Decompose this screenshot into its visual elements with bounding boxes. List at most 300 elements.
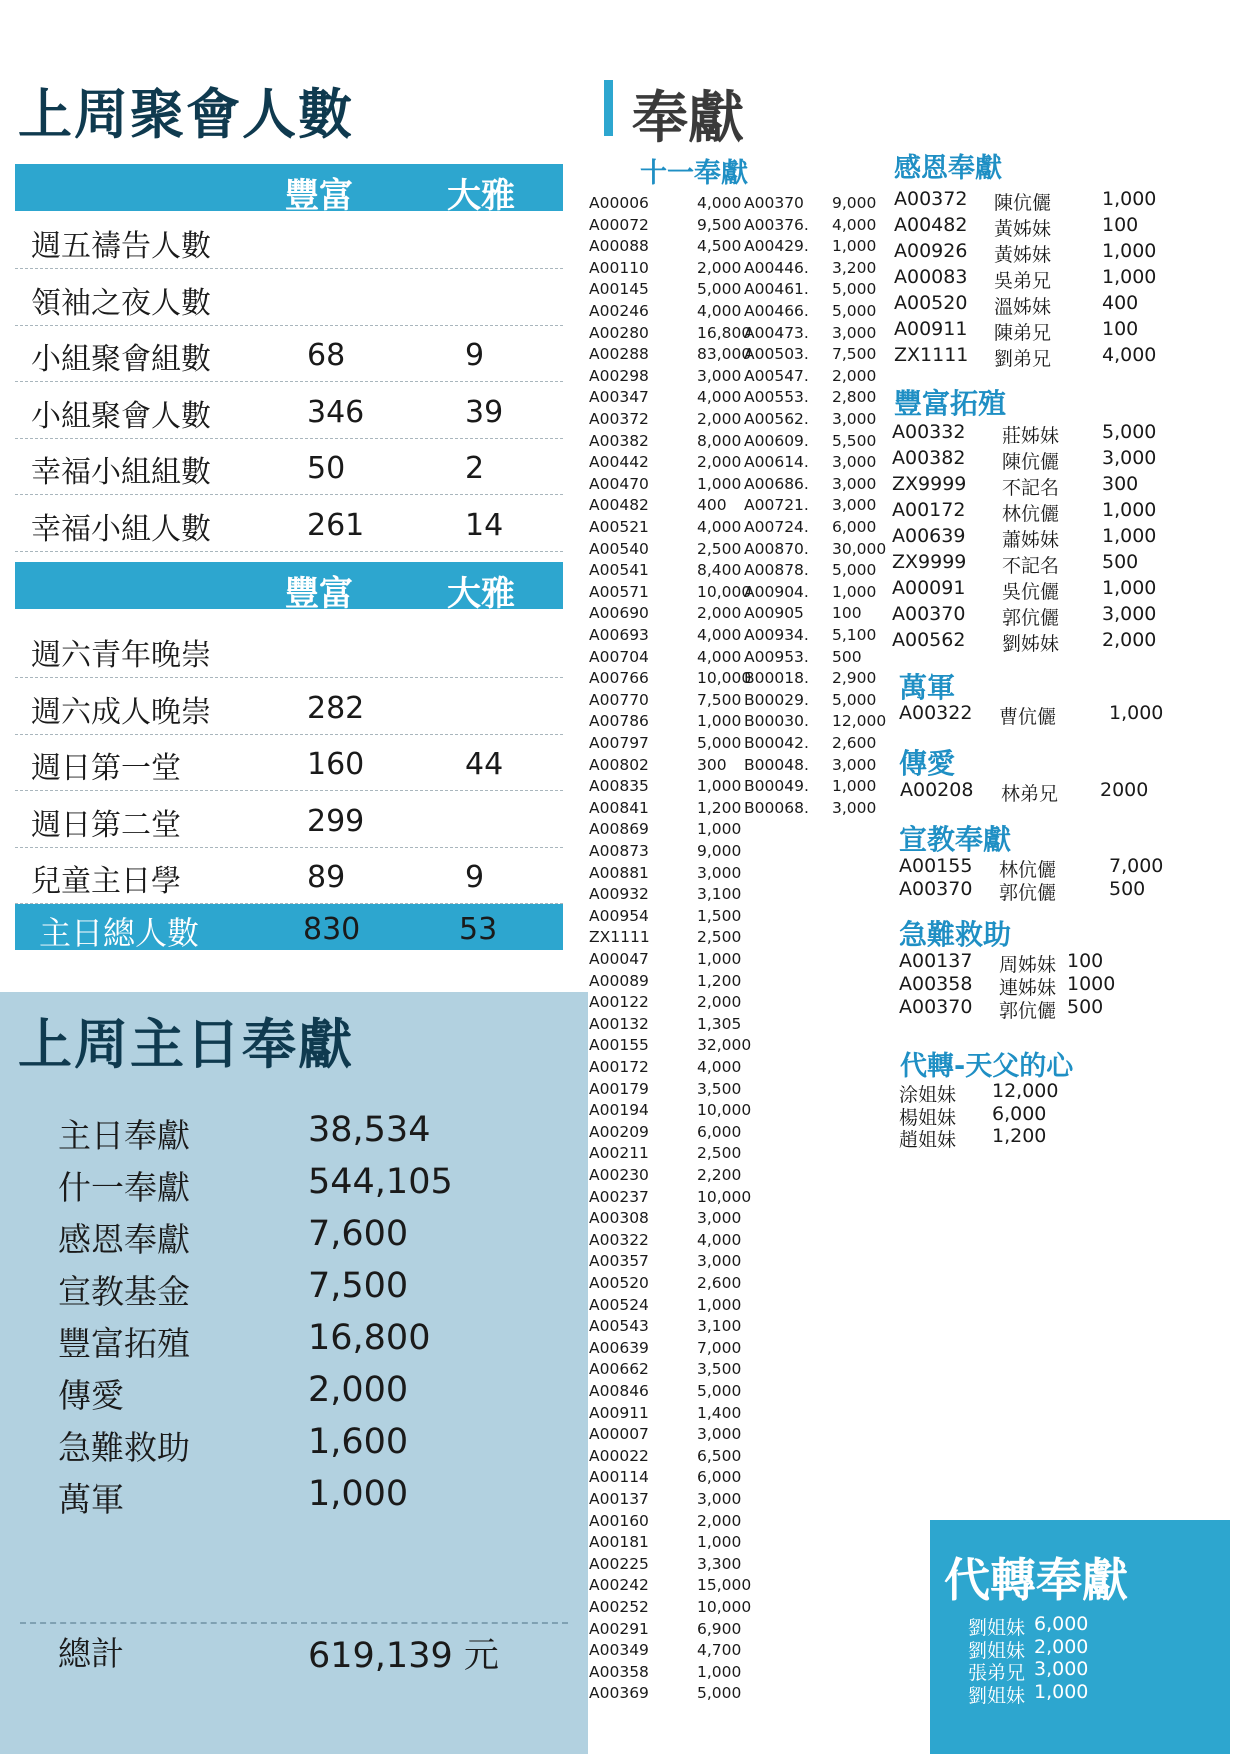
attendance-row: [15, 270, 563, 326]
tithe-id: A00639: [589, 1338, 649, 1357]
tithe-entry: [744, 194, 884, 214]
love-title: 傳愛: [899, 747, 956, 780]
tithe-id: A00280: [589, 323, 649, 342]
tithe-amount: 5,100: [832, 626, 877, 644]
tithe-amount: 8,400: [697, 561, 742, 580]
tithe-amount: 3,000: [832, 496, 877, 515]
mission-field: A00370: [899, 878, 973, 900]
tithe-entry: [744, 756, 884, 776]
summary-value: 1,600: [308, 1422, 409, 1462]
tithe-entry: [589, 518, 742, 538]
tithe-id: A00442: [589, 453, 649, 472]
summary-value: 544,105: [308, 1162, 453, 1202]
tithe-amount: 1,000: [697, 950, 742, 968]
attendance-row: [15, 792, 563, 848]
summary-row: [58, 1214, 558, 1262]
mission-field: 7,000: [1109, 855, 1164, 877]
tithe-id: A00181: [589, 1533, 649, 1552]
tithe-id: A00524: [589, 1295, 649, 1314]
tithe-amount: 3,500: [697, 1079, 742, 1098]
expand-entry: [892, 629, 1192, 653]
tithe-id: A00145: [589, 280, 649, 299]
tithe-amount: 3,000: [697, 863, 742, 882]
tithe-id: A00209: [589, 1122, 649, 1141]
tithe-id: B00030.: [744, 712, 809, 731]
relief-field: 1000: [1067, 973, 1116, 995]
tithe-entry: [589, 690, 742, 711]
tithe-entry: [589, 1036, 752, 1056]
expand-field: 不記名: [1002, 555, 1060, 577]
relief-field: 連姊妹: [999, 977, 1057, 999]
tithe-id: A00802: [589, 755, 649, 774]
expand-field: 2,000: [1102, 629, 1157, 651]
tithe-amount: 10,000: [697, 582, 752, 601]
summary-row: [58, 1162, 558, 1210]
tithe-entry: [589, 1490, 742, 1510]
tithe-entry: [589, 1425, 742, 1445]
tithe-id: A00230: [589, 1166, 649, 1184]
relief-field: A00370: [899, 996, 973, 1018]
tithe-entry: [744, 345, 884, 365]
tithe-id: A00347: [589, 388, 649, 407]
summary-total-value: 619,139 元: [308, 1636, 499, 1676]
tithe-amount: 10,000: [697, 1598, 752, 1616]
tithe-id: B00068.: [744, 798, 809, 817]
tithe-id: A00291: [589, 1619, 649, 1638]
tithe-id: A00932: [589, 885, 649, 904]
tithe-amount: 3,500: [697, 1360, 742, 1379]
total-daya: 53: [459, 912, 498, 947]
thanks-field: 400: [1102, 292, 1139, 314]
summary-title: 上周主日奉獻: [18, 1013, 354, 1076]
transfer-entry: [968, 1680, 1218, 1707]
column-fengfu: 豐富: [285, 176, 353, 216]
tithe-entry: [589, 280, 742, 300]
transfer-name: 劉姐妹: [968, 1639, 1026, 1662]
tithe-id: A00553.: [744, 388, 809, 407]
total-label: 主日總人數: [39, 914, 200, 952]
summary-total-label: 總計: [58, 1634, 124, 1673]
expand-field: 林伉儷: [1002, 503, 1060, 525]
tithe-amount: 3,000: [832, 755, 877, 774]
expand-field: 吳伉儷: [1002, 581, 1060, 603]
transfer-entry: [968, 1635, 1218, 1662]
tithe-amount: 4,000: [697, 388, 742, 407]
tithe-amount: 4,000: [697, 1230, 742, 1249]
tithe-amount: 6,000: [832, 518, 877, 536]
tithe-entry: [589, 1403, 742, 1424]
heart-title: 代轉-天父的心: [900, 1051, 1074, 1082]
tithe-entry: [744, 626, 884, 646]
tithe-id: A00022: [589, 1446, 649, 1465]
tithe-id: A00246: [589, 302, 649, 320]
tithe-amount: 4,000: [832, 215, 877, 234]
tithe-amount: 1,305: [697, 1014, 742, 1033]
tithe-id: A00211: [589, 1144, 649, 1163]
tithe-id: A00571: [589, 582, 649, 601]
tithe-amount: 3,300: [697, 1554, 742, 1573]
tithe-entry: [589, 302, 742, 322]
army-title: 萬軍: [899, 671, 956, 704]
tithe-id: A00881: [589, 863, 649, 882]
tithe-id: A00089: [589, 971, 649, 990]
tithe-id: A00358: [589, 1662, 649, 1681]
attendance-daya: 44: [465, 747, 504, 782]
expand-entry: [892, 603, 1192, 627]
tithe-amount: 500: [832, 647, 862, 666]
column-daya: 大雅: [447, 176, 515, 216]
tithe-entry: [589, 496, 727, 516]
tithe-entry: [589, 626, 742, 646]
tithe-amount: 1,000: [832, 582, 877, 601]
attendance-label: 領袖之夜人數: [31, 285, 211, 321]
attendance-daya: 39: [465, 394, 504, 430]
thanks-field: A00520: [894, 292, 968, 314]
mission-entry: [899, 855, 1199, 879]
summary-label: 什一奉獻: [58, 1168, 190, 1207]
tithe-id: A00179: [589, 1079, 649, 1098]
mission-field: A00155: [899, 855, 973, 877]
summary-label: 豐富拓殖: [58, 1324, 190, 1363]
tithe-amount: 2,500: [697, 928, 742, 947]
tithe-amount: 8,000: [697, 431, 742, 450]
army-field: A00322: [899, 702, 973, 724]
tithe-entry: [744, 453, 884, 473]
tithe-id: A00934.: [744, 626, 809, 644]
tithe-id: A00072: [589, 215, 649, 234]
thanks-field: 溫姊妹: [994, 296, 1052, 318]
transfer-entry: [968, 1658, 1218, 1684]
mission-field: 500: [1109, 878, 1146, 900]
tithe-entry: [744, 367, 884, 387]
attendance-header-1: [15, 164, 563, 216]
expand-entry: [892, 447, 1192, 471]
heart-field: 12,000: [992, 1080, 1059, 1102]
thanks-field: 陳伉儷: [994, 192, 1052, 214]
expand-title: 豐富拓殖: [894, 387, 1007, 420]
tithe-id: A00541: [589, 561, 649, 580]
tithe-id: A00878.: [744, 561, 809, 580]
tithe-amount: 2,000: [697, 258, 742, 277]
tithe-entry: [744, 799, 884, 819]
tithe-id: A00308: [589, 1209, 649, 1228]
tithe-entry: [744, 734, 884, 754]
attendance-label: 週日第一堂: [31, 751, 181, 786]
tithe-amount: 7,000: [697, 1338, 742, 1357]
tithe-entry: [589, 950, 742, 970]
expand-field: 不記名: [1002, 477, 1060, 499]
tithe-amount: 300: [697, 755, 727, 774]
tithe-entry: [589, 1360, 742, 1380]
tithe-id: A00954: [589, 906, 649, 925]
thanks-field: 4,000: [1102, 344, 1157, 366]
tithe-amount: 3,000: [697, 1490, 742, 1508]
tithe-id: A00429.: [744, 237, 809, 256]
tithe-id: A00007: [589, 1425, 649, 1444]
tithe-entry: [744, 648, 884, 668]
column-fengfu: 豐富: [285, 574, 353, 614]
tithe-amount: 15,000: [697, 1576, 752, 1595]
tithe-entry: [589, 366, 742, 387]
attendance-fengfu: 346: [307, 394, 365, 430]
tithe-entry: [744, 324, 884, 344]
heart-field: 涂姐妹: [899, 1084, 957, 1106]
thanks-entry: [894, 292, 1194, 316]
tithe-entry: [589, 1511, 742, 1532]
tithe-id: A00252: [589, 1598, 649, 1616]
attendance-fengfu: 50: [307, 451, 346, 486]
relief-entry: [899, 950, 1199, 974]
tithe-amount: 1,000: [697, 777, 742, 796]
tithe-amount: 5,000: [697, 734, 742, 752]
summary-value: 7,600: [308, 1214, 409, 1254]
relief-field: 100: [1067, 950, 1104, 972]
tithe-entry: [744, 388, 884, 408]
transfer-title: 代轉奉獻: [944, 1553, 1128, 1607]
tithe-id: A00370: [744, 194, 804, 212]
tithe-entry: [744, 539, 887, 560]
attendance-label: 幸福小組人數: [31, 511, 211, 547]
attendance-label: 小組聚會組數: [31, 342, 211, 377]
heart-field: 趙姐妹: [899, 1129, 957, 1151]
tithe-entry: [744, 259, 884, 279]
tithe-amount: 3,000: [832, 453, 877, 472]
thanks-field: 吳弟兄: [994, 270, 1052, 292]
offering-title: 奉獻: [632, 86, 744, 151]
tithe-entry: [589, 1144, 742, 1164]
expand-field: 1,000: [1102, 499, 1157, 521]
tithe-entry: [744, 410, 884, 430]
tithe-amount: 9,500: [697, 215, 742, 234]
attendance-total-row: [15, 904, 563, 950]
tithe-id: A00721.: [744, 496, 809, 515]
tithe-amount: 5,000: [697, 1382, 742, 1400]
tithe-amount: 3,000: [832, 410, 877, 428]
tithe-id: A00540: [589, 539, 649, 558]
tithe-amount: 2,600: [697, 1274, 742, 1292]
tithe-amount: 3,100: [697, 1317, 742, 1336]
tithe-entry: [589, 993, 742, 1013]
tithe-id: A00225: [589, 1554, 649, 1573]
tithe-amount: 1,000: [697, 712, 742, 731]
tithe-entry: [589, 194, 742, 214]
heart-entry: [899, 1103, 1199, 1127]
summary-value: 2,000: [308, 1370, 409, 1410]
tithe-amount: 5,000: [697, 280, 742, 299]
attendance-row: [15, 735, 563, 791]
attendance-row: [15, 326, 563, 382]
tithe-entry: [744, 216, 884, 236]
relief-entry: [899, 973, 1199, 997]
tithe-amount: 2,000: [697, 993, 742, 1012]
expand-field: 蕭姊妹: [1002, 529, 1060, 551]
tithe-id: B00049.: [744, 777, 809, 796]
tithe-id: A00461.: [744, 280, 809, 299]
tithe-id: A00322: [589, 1230, 649, 1249]
army-entry: [899, 702, 1199, 726]
attendance-row: [15, 496, 563, 552]
attendance-daya: 14: [465, 507, 504, 543]
attendance-fengfu: 89: [307, 860, 346, 895]
tithe-id: A00904.: [744, 582, 809, 601]
tithe-id: A00911: [589, 1403, 649, 1422]
thanks-entry: [894, 240, 1194, 264]
summary-row: [58, 1370, 558, 1418]
tithe-amount: 3,000: [832, 798, 877, 817]
tithe-amount: 5,000: [832, 690, 877, 709]
tithe-entry: [589, 539, 742, 560]
tithe-entry: [589, 1317, 742, 1337]
attendance-row: [15, 213, 563, 269]
tithe-entry: [589, 258, 742, 279]
tithe-id: A00155: [589, 1036, 649, 1055]
tithe-id: A00953.: [744, 647, 809, 666]
attendance-fengfu: 261: [307, 507, 365, 543]
thanks-field: 陳弟兄: [994, 322, 1052, 344]
tithe-entry: [589, 1230, 742, 1251]
tithe-id: B00029.: [744, 690, 809, 709]
tithe-amount: 1,000: [832, 777, 877, 796]
summary-value: 38,534: [308, 1110, 431, 1150]
attendance-label: 週日第二堂: [31, 807, 181, 843]
attendance-label: 小組聚會人數: [31, 398, 211, 434]
expand-field: 3,000: [1102, 603, 1157, 625]
summary-value: 1,000: [308, 1474, 409, 1514]
tithe-entry: [589, 1446, 742, 1467]
tithe-amount: 4,000: [697, 302, 742, 320]
tithe-amount: 1,200: [697, 798, 742, 817]
tithe-entry: [589, 1684, 742, 1704]
tithe-entry: [589, 798, 742, 819]
tithe-id: A00786: [589, 712, 649, 731]
tithe-id: A00047: [589, 950, 649, 968]
summary-row: [58, 1422, 558, 1470]
expand-field: A00370: [892, 603, 966, 625]
attendance-row: [15, 848, 563, 904]
tithe-id: A00446.: [744, 258, 809, 277]
attendance-label: 週六成人晚崇: [31, 694, 211, 730]
tithe-amount: 5,000: [697, 1684, 742, 1703]
transfer-amount: 2,000: [1034, 1635, 1089, 1658]
tithe-amount: 2,800: [832, 388, 877, 407]
tithe-amount: 1,400: [697, 1403, 742, 1422]
tithe-amount: 5,500: [832, 431, 877, 450]
expand-field: A00382: [892, 447, 966, 469]
thanks-field: 100: [1102, 318, 1139, 340]
transfer-entry: [968, 1613, 1218, 1639]
tithe-entry: [589, 1468, 742, 1488]
tithe-amount: 6,500: [697, 1446, 742, 1465]
tithe-amount: 1,500: [697, 906, 742, 925]
tithe-id: A00237: [589, 1187, 649, 1206]
tithe-amount: 3,000: [832, 474, 877, 493]
expand-field: A00639: [892, 525, 966, 547]
tithe-entry: [589, 345, 752, 365]
attendance-daya: 2: [465, 451, 485, 486]
transfer-name: 劉姐妹: [968, 1684, 1026, 1707]
expand-field: 郭伉儷: [1002, 607, 1060, 629]
thanks-field: A00911: [894, 318, 968, 340]
tithe-id: A00869: [589, 820, 649, 839]
tithe-id: A00122: [589, 993, 649, 1012]
tithe-amount: 4,500: [697, 237, 742, 256]
expand-field: ZX9999: [892, 473, 967, 495]
tithe-entry: [589, 1079, 742, 1100]
tithe-id: A00382: [589, 431, 649, 450]
tithe-amount: 2,500: [697, 1144, 742, 1163]
summary-row: [58, 1318, 558, 1366]
thanks-field: 100: [1102, 214, 1139, 236]
tithe-id: A00520: [589, 1274, 649, 1292]
tithe-id: A00172: [589, 1058, 649, 1076]
attendance-daya: 9: [465, 338, 485, 373]
tithe-amount: 2,000: [697, 604, 742, 623]
thanks-field: 1,000: [1102, 240, 1157, 262]
tithe-entry: [589, 388, 742, 408]
expand-entry: [892, 499, 1192, 523]
tithe-entry: [589, 604, 742, 624]
tithe-entry: [744, 669, 884, 689]
tithe-id: A00482: [589, 496, 649, 515]
tithe-amount: 3,000: [697, 1252, 742, 1271]
love-field: 2000: [1100, 779, 1149, 801]
tithe-entry: [589, 906, 742, 927]
expand-field: ZX9999: [892, 551, 967, 573]
thanks-field: A00372: [894, 188, 968, 210]
thanks-entry: [894, 344, 1194, 368]
transfer-name: 劉姐妹: [968, 1617, 1026, 1639]
tithe-id: B00042.: [744, 734, 809, 752]
tithe-id: A00132: [589, 1014, 649, 1033]
summary-value: 16,800: [308, 1318, 431, 1358]
tithe-id: A00562.: [744, 410, 809, 428]
tithe-entry: [744, 237, 884, 257]
expand-field: 陳伉儷: [1002, 451, 1060, 473]
expand-field: 3,000: [1102, 447, 1157, 469]
tithe-entry: [589, 1187, 752, 1208]
tithe-entry: [589, 928, 742, 948]
tithe-entry: [589, 237, 742, 257]
tithe-entry: [589, 971, 742, 992]
love-field: A00208: [900, 779, 974, 801]
tithe-title: 十一奉獻: [640, 158, 748, 189]
expand-field: 5,000: [1102, 421, 1157, 443]
summary-label: 傳愛: [58, 1376, 124, 1415]
tithe-amount: 10,000: [697, 669, 752, 688]
tithe-amount: 12,000: [832, 712, 887, 731]
tithe-id: A00686.: [744, 474, 809, 493]
tithe-id: A00160: [589, 1511, 649, 1530]
summary-divider: [20, 1622, 568, 1624]
tithe-entry: [589, 1295, 742, 1316]
expand-field: A00172: [892, 499, 966, 521]
tithe-id: A00690: [589, 604, 649, 623]
tithe-amount: 5,000: [832, 302, 877, 320]
tithe-entry: [589, 885, 742, 905]
tithe-entry: [589, 1662, 742, 1683]
attendance-label: 週六青年晚崇: [31, 638, 211, 673]
transfer-amount: 6,000: [1034, 1613, 1089, 1635]
tithe-entry: [744, 712, 887, 732]
tithe-entry: [744, 496, 884, 516]
tithe-entry: [589, 1058, 742, 1078]
tithe-id: A00006: [589, 194, 649, 212]
expand-entry: [892, 473, 1192, 497]
tithe-amount: 30,000: [832, 539, 887, 558]
summary-row: [58, 1474, 558, 1522]
thanks-entry: [894, 188, 1194, 212]
tithe-entry: [589, 1598, 752, 1618]
